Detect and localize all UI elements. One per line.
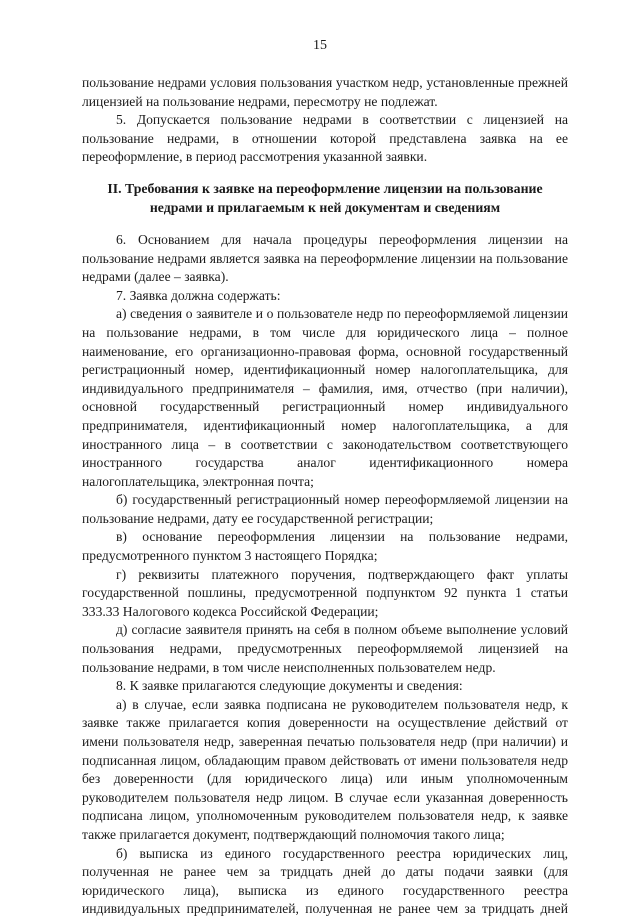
paragraph: 8. К заявке прилагаются следующие документы и сведения: [116, 678, 463, 694]
paragraph: б) выписка из единого государственного реестра юридических лиц, полученная не ранее чем за тридцать дней до даты подачи заявки (для юридического лица), выписка из единого государственного реестра индивидуальных предпринимателей, полученная не ранее чем за тридцать дней [82, 845, 568, 917]
paragraph: б) государственный регистрационный номер переоформляемой лицензии на пользование недрами, дату ее государственной регистрации; [82, 492, 568, 526]
paragraph: 5. Допускается пользование недрами в соответствии с лицензией на пользование недрами, в отношении которой представлена заявка на ее переоформление, в период рассмотрения указанной заявки. [82, 112, 568, 165]
document-body [82, 74, 568, 919]
paragraph: а) сведения о заявителе и о пользователе недр по переоформляемой лицензии на пользование недрами, в том числе для юридического лица – полное наименование, его организационно-правовая форма, основной государственный регистрационный номер, идентификационный номер налогоплательщика, для индивидуального предпринимателя – фамилия, имя, отчество (при наличии), основной государственный регистрационный номер индивидуального предпринимателя, идентификационный номер налогоплательщика, а для иностранного лица – в соответствии с законодательством соответствующего иностранного государства аналог идентификационного номера налогоплательщика, электронная почта; [82, 306, 568, 489]
paragraph: 7. Заявка должна содержать: [116, 287, 281, 303]
paragraph: д) согласие заявителя принять на себя в полном объеме выполнение условий пользования недрами, предусмотренных переоформляемой лицензией на пользование недрами, в том числе неисполненных пользователем недр. [82, 622, 568, 675]
paragraph: а) в случае, если заявка подписана не руководителем пользователя недр, к заявке также прилагается копия доверенности на осуществление действий от имени пользователя недр, заверенная печатью пользователя недр (при наличии) и подписанная лицом, обладающим правом действовать от имени пользователя недр без доверенности (для юридического лица) или иным уполномоченным руководителем пользователя недр лицом. В случае если указанная доверенность подписана лицом, уполномоченным руководителем пользователя недр, к заявке также прилагается документ, подтверждающий полномочия такого лица; [82, 696, 568, 842]
page-number: 15 [313, 38, 327, 53]
paragraph: 6. Основанием для начала процедуры переоформления лицензии на пользование недрами является заявка на переоформление лицензии на пользование недрами (далее – заявка). [82, 231, 568, 285]
paragraph: в) основание переоформления лицензии на пользование недрами, предусмотренного пунктом 3 настоящего Порядка; [82, 529, 568, 564]
section-heading: II. Требования к заявке на переоформление лицензии на пользование недрами и прилагаемым к ней документам и сведениям [107, 180, 543, 215]
paragraph: пользование недрами условия пользования участком недр, установленные прежней лицензией на пользование недрами, пересмотру не подлежат. [82, 75, 568, 109]
paragraph: г) реквизиты платежного поручения, подтверждающего факт уплаты государственной пошлины, предусмотренной подпунктом 92 пункта 1 статьи 333.33 Налогового кодекса Российской Федерации; [82, 566, 568, 619]
